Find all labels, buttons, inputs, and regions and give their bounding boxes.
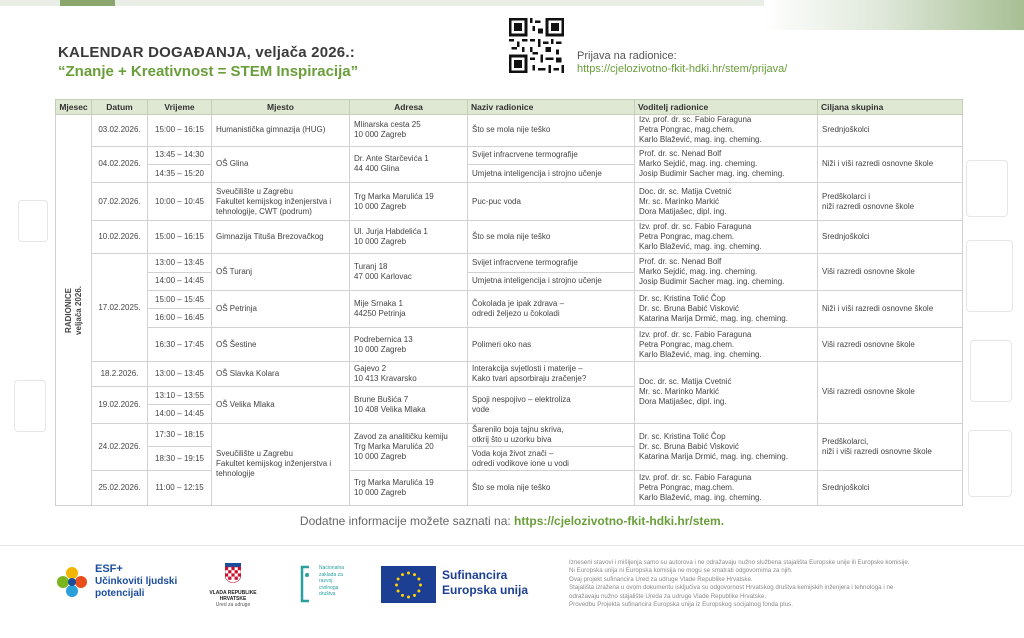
- vlada-name: VLADA REPUBLIKE HRVATSKE: [209, 590, 257, 602]
- place-cell: OŠ Petrinja: [212, 291, 350, 328]
- column-header-workshop: Naziv radionice: [468, 100, 635, 115]
- disclaimer-text: Izneseni stavovi i mišljenja samo su autorova i ne odražavaju nužno službena stajališta Europske unije ili Europske komisije. Ni Europska unija ni Europska komisija ne mogu se smatrati odgovornima za njih. Ovaj projekt sufinancira Ured za udruge Vlade Republike Hrvatske. Stajališta izražena u ovom dokumentu isključiva su odgovornost Hrvatskog društva kemijskih inženjera i tehnologa i ne odražavaju nužno stajalište Ureda za udruge Vlade Republike Hrvatske. Provedbu Projekta sufinancira Europska unija iz Europskog socijalnog fonda plus.: [569, 559, 910, 609]
- table-row: [56, 471, 963, 506]
- address-cell: Turanj 18 47 000 Karlovac: [350, 254, 468, 291]
- page-title: KALENDAR DOGAĐANJA, veljača 2026.:: [58, 44, 355, 61]
- place-cell: OŠ Turanj: [212, 254, 350, 291]
- workshop-cell: Čokolada je ipak zdrava – odredi željezo u čokoladi: [468, 291, 635, 328]
- place-cell: OŠ Velika Mlaka: [212, 386, 350, 423]
- leader-cell: Izv. prof. dr. sc. Fabio Faraguna Petra Pongrac, mag.chem. Karlo Blažević, mag. ing. cheming.: [635, 115, 818, 147]
- esf-logo: [55, 563, 190, 603]
- place-cell: Sveučilište u Zagrebu Fakultet kemijskog inženjerstva i tehnologije, CWT (podrum): [212, 183, 350, 221]
- table-row: [56, 183, 963, 221]
- workshop-cell: Svijet infracrvene termografije: [468, 146, 635, 164]
- zaklada-logo: [299, 565, 369, 610]
- date-cell: 07.02.2026.: [92, 183, 148, 221]
- place-cell: OŠ Šestine: [212, 327, 350, 362]
- column-header-place: Mjesto: [212, 100, 350, 115]
- address-cell: Mije Srnaka 1 44250 Petrinja: [350, 291, 468, 328]
- table-row: [56, 291, 963, 309]
- leader-cell: Izv. prof. dr. sc. Fabio Faraguna Petra Pongrac, mag.chem. Karlo Blažević, mag. ing. cheming.: [635, 327, 818, 362]
- table-row: [56, 146, 963, 164]
- time-cell: 16:00 – 16:45: [148, 309, 212, 327]
- place-cell: OŠ Slavka Kolara: [212, 362, 350, 386]
- time-cell: 16:30 – 17:45: [148, 327, 212, 362]
- workshop-cell: Umjetna inteligencija i strojno učenje: [468, 164, 635, 182]
- background-doodle: [968, 430, 1012, 497]
- time-cell: 15:00 – 16:15: [148, 220, 212, 254]
- workshop-cell: Umjetna inteligencija i strojno učenje: [468, 272, 635, 290]
- leader-cell: Dr. sc. Kristina Tolić Čop Dr. sc. Bruna Babić Visković Katarina Marija Drmić, mag. ing. cheming.: [635, 423, 818, 471]
- bracket-icon: [299, 565, 313, 603]
- leader-cell: Doc. dr. sc. Matija Cvetnić Mr. sc. Marinko Markić Dora Matijašec, dipl. ing.: [635, 362, 818, 423]
- column-header-month: Mjesec: [56, 100, 92, 115]
- workshop-cell: Polimeri oko nas: [468, 327, 635, 362]
- address-cell: Brune Bušića 7 10 408 Velika Mlaka: [350, 386, 468, 423]
- date-cell: 25.02.2026.: [92, 471, 148, 506]
- vlada-office: Ured za udruge: [215, 602, 251, 608]
- address-cell: Ul. Jurja Habdelića 1 10 000 Zagreb: [350, 220, 468, 254]
- target-cell: Niži i viši razredi osnovne škole: [818, 146, 963, 183]
- workshop-cell: Što se mola nije teško: [468, 115, 635, 147]
- target-cell: Srednjoškolci: [818, 220, 963, 254]
- time-cell: 15:00 – 15:45: [148, 291, 212, 309]
- column-header-target: Ciljana skupina: [818, 100, 963, 115]
- vlada-logo: [198, 563, 268, 608]
- address-cell: Trg Marka Marulića 19 10 000 Zagreb: [350, 183, 468, 221]
- target-cell: Predškolarci, niži i viši razredi osnovne škole: [818, 423, 963, 471]
- column-header-leader: Voditelj radionice: [635, 100, 818, 115]
- events-table: [55, 99, 963, 506]
- place-cell: Gimnazija Tituša Brezovačkog: [212, 220, 350, 254]
- table-row: [56, 362, 963, 386]
- workshop-cell: Spoji nespojivo – elektroliza vode: [468, 386, 635, 423]
- date-cell: 19.02.2026.: [92, 386, 148, 423]
- zaklada-text: Nacionalna zaklada za razvoj civilnoga društva: [319, 565, 345, 597]
- target-cell: Viši razredi osnovne škole: [818, 327, 963, 362]
- workshop-cell: Šarenilo boja tajnu skriva, otkrij što u uzorku biva: [468, 423, 635, 446]
- registration-label: Prijava na radionice:: [577, 50, 677, 62]
- column-header-time: Vrijeme: [148, 100, 212, 115]
- time-cell: 18:30 – 19:15: [148, 446, 212, 470]
- target-cell: Viši razredi osnovne škole: [818, 254, 963, 291]
- background-doodle: [18, 200, 48, 242]
- column-header-date: Datum: [92, 100, 148, 115]
- top-decor-photo: [764, 0, 1024, 30]
- leader-cell: Prof. dr. sc. Nenad Bolf Marko Sejdić, mag. ing. cheming. Josip Budimir Sacher mag. ing. cheming.: [635, 254, 818, 291]
- target-cell: Predškolarci i niži razredi osnovne škole: [818, 183, 963, 221]
- workshop-cell: Što se mola nije teško: [468, 220, 635, 254]
- workshop-cell: Što se mola nije teško: [468, 471, 635, 506]
- leader-cell: Prof. dr. sc. Nenad Bolf Marko Sejdić, mag. ing. cheming. Josip Budimir Sacher mag. ing. cheming.: [635, 146, 818, 183]
- more-info-text: Dodatne informacije možete saznati na:: [299, 514, 511, 528]
- workshop-cell: Voda koja život znači – odredi vodikove ione u vodi: [468, 446, 635, 470]
- page-subtitle: “Znanje + Kreativnost = STEM Inspiracija”: [58, 63, 359, 80]
- leader-cell: Dr. sc. Kristina Tolić Čop Dr. sc. Bruna Babić Visković Katarina Marija Drmić, mag. ing. cheming.: [635, 291, 818, 328]
- time-cell: 13:00 – 13:45: [148, 362, 212, 386]
- leader-cell: Doc. dr. sc. Matija Cvetnić Mr. sc. Marinko Markić Dora Matijašec, dipl. ing.: [635, 183, 818, 221]
- target-cell: Niži i viši razredi osnovne škole: [818, 291, 963, 328]
- address-cell: Zavod za analitičku kemiju Trg Marka Marulića 20 10 000 Zagreb: [350, 423, 468, 471]
- address-cell: Trg Marka Marulića 19 10 000 Zagreb: [350, 471, 468, 506]
- month-label: RADIONICE veljača 2026.: [63, 285, 83, 335]
- time-cell: 10:00 – 10:45: [148, 183, 212, 221]
- date-cell: 17.02.2025.: [92, 254, 148, 362]
- more-info-line: [0, 514, 1024, 528]
- column-header-address: Adresa: [350, 100, 468, 115]
- time-cell: 13:10 – 13:55: [148, 386, 212, 404]
- eu-cofinance-text: Sufinancira Europska unija: [442, 568, 529, 597]
- workshop-cell: Svijet infracrvene termografije: [468, 254, 635, 272]
- background-doodle: [14, 380, 46, 432]
- workshop-cell: Interakcija svjetlosti i materije – Kako tvari apsorbiraju zračenje?: [468, 362, 635, 386]
- address-cell: Mlinarska cesta 25 10 000 Zagreb: [350, 115, 468, 147]
- target-cell: Srednjoškolci: [818, 471, 963, 506]
- date-cell: 10.02.2026.: [92, 220, 148, 254]
- date-cell: 03.02.2026.: [92, 115, 148, 147]
- footer-divider: [0, 545, 1024, 546]
- place-cell: Humanistička gimnazija (HUG): [212, 115, 350, 147]
- place-cell: Sveučilište u Zagrebu Fakultet kemijskog inženjerstva i tehnologije: [212, 423, 350, 506]
- top-decor-green: [60, 0, 115, 6]
- esf-title: ESF+: [95, 563, 123, 575]
- target-cell: Viši razredi osnovne škole: [818, 362, 963, 423]
- table-row: [56, 254, 963, 272]
- time-cell: 14:35 – 15:20: [148, 164, 212, 182]
- address-cell: Gajevo 2 10 413 Kravarsko: [350, 362, 468, 386]
- top-decor-strip: [0, 0, 1024, 6]
- time-cell: 15:00 – 16:15: [148, 115, 212, 147]
- esf-flower-icon: [55, 565, 89, 599]
- address-cell: Dr. Ante Starčevića 1 44 400 Glina: [350, 146, 468, 183]
- table-header-row: [56, 100, 963, 115]
- time-cell: 13:00 – 13:45: [148, 254, 212, 272]
- table-row: [56, 423, 963, 446]
- more-info-link[interactable]: https://cjelozivotno-fkit-hdki.hr/stem.: [514, 514, 725, 528]
- date-cell: 24.02.2026.: [92, 423, 148, 471]
- background-doodle: [970, 340, 1012, 402]
- table-row: [56, 220, 963, 254]
- address-cell: Podrebernica 13 10 000 Zagreb: [350, 327, 468, 362]
- month-cell: [56, 115, 92, 506]
- place-cell: OŠ Glina: [212, 146, 350, 183]
- time-cell: 13:45 – 14:30: [148, 146, 212, 164]
- croatian-coat-of-arms-icon: [225, 563, 241, 583]
- workshop-cell: Puc-puc voda: [468, 183, 635, 221]
- table-row: [56, 115, 963, 147]
- eu-flag-icon: [381, 566, 436, 603]
- target-cell: Srednjoškolci: [818, 115, 963, 147]
- time-cell: 14:00 – 14:45: [148, 405, 212, 423]
- esf-subtitle: Učinkoviti ljudski potencijali: [95, 576, 178, 599]
- time-cell: 11:00 – 12:15: [148, 471, 212, 506]
- time-cell: 17:30 – 18:15: [148, 423, 212, 446]
- background-doodle: [966, 240, 1013, 312]
- background-doodle: [966, 160, 1008, 217]
- qr-code-icon[interactable]: [509, 18, 564, 73]
- registration-link[interactable]: https://cjelozivotno-fkit-hdki.hr/stem/prijava/: [577, 63, 788, 75]
- table-row: [56, 327, 963, 362]
- date-cell: 04.02.2026.: [92, 146, 148, 183]
- time-cell: 14:00 – 14:45: [148, 272, 212, 290]
- leader-cell: Izv. prof. dr. sc. Fabio Faraguna Petra Pongrac, mag.chem. Karlo Blažević, mag. ing. cheming.: [635, 220, 818, 254]
- leader-cell: Izv. prof. dr. sc. Fabio Faraguna Petra Pongrac, mag.chem. Karlo Blažević, mag. ing. cheming.: [635, 471, 818, 506]
- date-cell: 18.2.2026.: [92, 362, 148, 386]
